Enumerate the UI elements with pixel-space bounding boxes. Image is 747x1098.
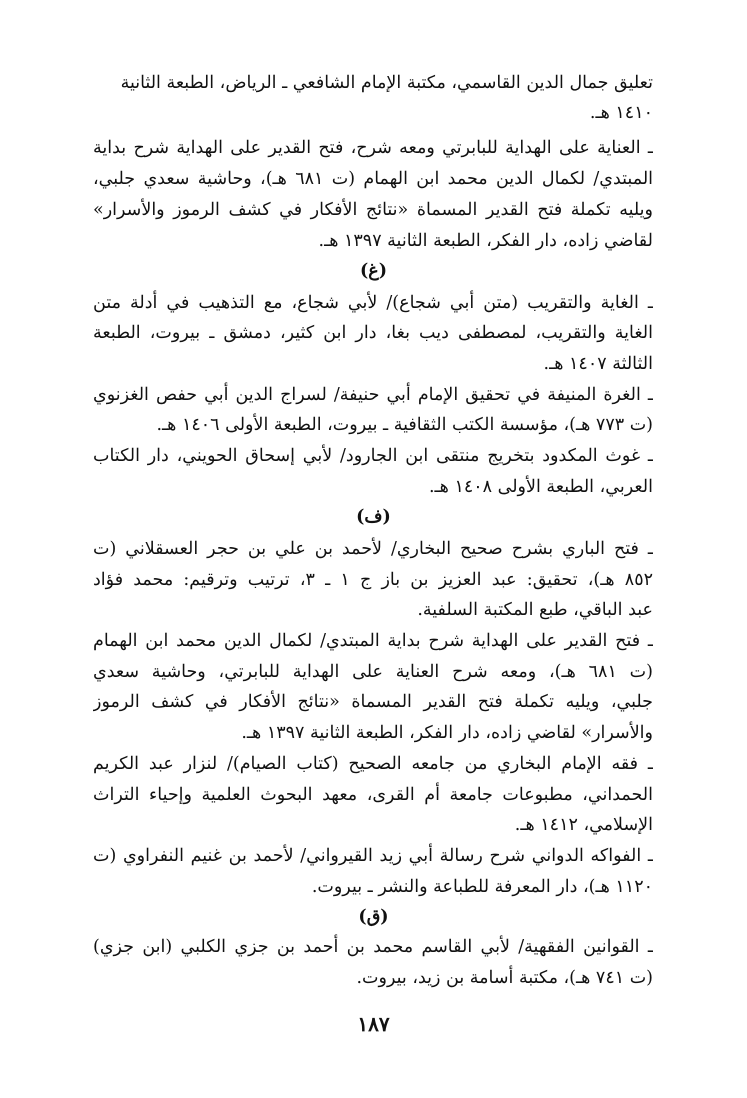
bibliography-line: الغاية والتقريب، لمصطفى ديب بغا، دار ابن كثير، دمشق ـ بيروت، الطبعة xyxy=(93,323,653,343)
section-letter-heading: (غ) xyxy=(359,261,387,281)
bibliography-line: والأسرار» لقاضي زاده، دار الفكر، الطبعة الثانية ١٣٩٧ هـ. xyxy=(241,723,653,743)
bibliography-entry-start: ـ غوث المكدود بتخريج منتقى ابن الجارود/ لأبي إسحاق الحويني، دار الكتاب xyxy=(93,446,653,466)
bibliography-line: ويليه تكملة فتح القدير المسماة «نتائج الأفكار في كشف الرموز والأسرار» xyxy=(93,200,653,220)
bibliography-line: ١٤١٠ هـ. xyxy=(589,103,653,123)
bibliography-line: (ت ٧٧٣ هـ)، مؤسسة الكتب الثقافية ـ بيروت، الطبعة الأولى ١٤٠٦ هـ. xyxy=(156,415,653,435)
bibliography-line: العربي، الطبعة الأولى ١٤٠٨ هـ. xyxy=(428,477,653,497)
section-letter-heading: (ق) xyxy=(358,907,389,927)
bibliography-line: لقاضي زاده، دار الفكر، الطبعة الثانية ١٣٩٧ هـ. xyxy=(318,231,653,251)
section-letter-heading: (ف) xyxy=(356,507,391,527)
bibliography-entry-start: ـ القوانين الفقهية/ لأبي القاسم محمد بن أحمد بن جزي الكلبي (ابن جزي) xyxy=(93,937,653,957)
bibliography-entry-start: ـ الغاية والتقريب (متن أبي شجاع)/ لأبي شجاع، مع التذهيب في أدلة متن xyxy=(93,293,653,313)
bibliography-entry-start: ـ الفواكه الدواني شرح رسالة أبي زيد القيرواني/ لأحمد بن غنيم النفراوي (ت xyxy=(93,846,653,866)
bibliography-entry-start: ـ فتح الباري بشرح صحيح البخاري/ لأحمد بن علي بن حجر العسقلاني (ت xyxy=(93,539,653,559)
bibliography-line: المبتدي/ لكمال الدين محمد ابن الهمام (ت ٦٨١ هـ)، وحاشية سعدي جلبي، xyxy=(93,169,653,189)
bibliography-entry-start: ـ الغرة المنيفة في تحقيق الإمام أبي حنيفة/ لسراج الدين أبي حفص الغزنوي xyxy=(93,385,653,405)
bibliography-line: تعليق جمال الدين القاسمي، مكتبة الإمام الشافعي ـ الرياض، الطبعة الثانية xyxy=(120,73,653,93)
bibliography-entry-start: ـ فقه الإمام البخاري من جامعه الصحيح (كتاب الصيام)/ لنزار عبد الكريم xyxy=(93,754,653,774)
bibliography-line: ١١٢٠ هـ)، دار المعرفة للطباعة والنشر ـ بيروت. xyxy=(311,877,653,897)
bibliography-line: (ت ٦٨١ هـ)، ومعه شرح العناية على الهداية للبابرتي، وحاشية سعدي xyxy=(93,662,653,682)
bibliography-line: الثالثة ١٤٠٧ هـ. xyxy=(543,354,653,374)
bibliography-line: (ت ٧٤١ هـ)، مكتبة أسامة بن زيد، بيروت. xyxy=(356,968,653,988)
bibliography-line: الإسلامي، ١٤١٢ هـ. xyxy=(514,815,653,835)
bibliography-line: ٨٥٢ هـ)، تحقيق: عبد العزيز بن باز ج ١ ـ ٣، ترتيب وترقيم: محمد فؤاد xyxy=(93,570,653,590)
bibliography-line: الحمداني، مطبوعات جامعة أم القرى، معهد البحوث العلمية وإحياء التراث xyxy=(93,785,653,805)
bibliography-entry-start: ـ العناية على الهداية للبابرتي ومعه شرح، فتح القدير على الهداية شرح بداية xyxy=(93,138,653,158)
page-number: ١٨٧ xyxy=(357,1012,390,1036)
bibliography-entry-start: ـ فتح القدير على الهداية شرح بداية المبتدي/ لكمال الدين محمد ابن الهمام xyxy=(93,631,653,651)
bibliography-line: جلبي، ويليه تكملة فتح القدير المسماة «نتائج الأفكار في كشف الرموز xyxy=(93,692,653,712)
bibliography-line: عبد الباقي، طبع المكتبة السلفية. xyxy=(417,600,653,620)
